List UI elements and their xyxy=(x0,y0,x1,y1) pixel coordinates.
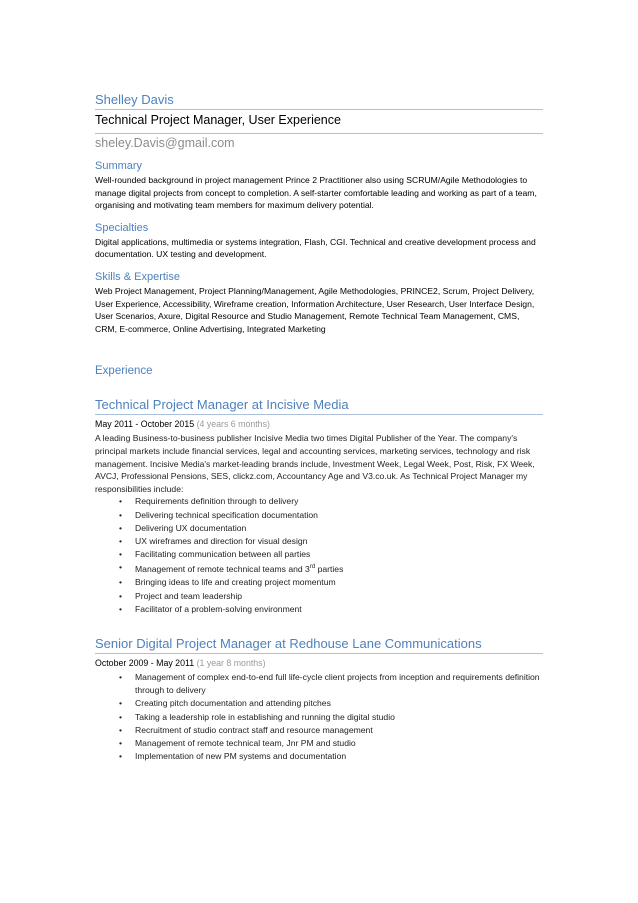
superscript-ordinal: rd xyxy=(309,564,316,571)
bullet-icon: • xyxy=(119,496,123,507)
list-item: • Bringing ideas to life and creating project momentum xyxy=(95,576,543,589)
list-item: • UX wireframes and direction for visual design xyxy=(95,535,543,548)
list-item: • Facilitating communication between all parties xyxy=(95,548,543,561)
bullet-icon: • xyxy=(119,577,123,588)
resume-page xyxy=(95,92,543,763)
job-dates-redhouse xyxy=(95,658,543,668)
job-date-range: October 2009 - May 2011 xyxy=(95,658,195,668)
list-item: • Management of complex end-to-end full life-cycle client projects from inception and requirements definition through to delivery xyxy=(119,672,540,696)
bullet-icon: • xyxy=(119,751,123,762)
list-item: • Project and team leadership xyxy=(95,590,543,603)
list-item: • Creating pitch documentation and attending pitches xyxy=(95,697,543,710)
candidate-title: Technical Project Manager, User Experience xyxy=(95,113,341,127)
specialties-heading: Specialties xyxy=(95,221,149,234)
job-description-incisive: A leading Business-to-business publisher Incisive Media two times Digital Publisher of the Year. The company's principal markets include financial services, legal and accounting services, marketing services, technology and risk management. Incisive Media's market-leading brands include, Investment Week, Legal Week, Post, Risk, FX Week, AVCJ, Professional Pensions, SES, clickz.com, Accountancy Age and V3.co.uk. As Technical Project Manager my responsibilities include: xyxy=(95,433,535,494)
bullet-icon: • xyxy=(119,603,123,614)
bullet-icon: • xyxy=(119,698,123,709)
list-item: • Management of remote technical teams and 3rd parties xyxy=(119,562,344,575)
job-title-incisive: Technical Project Manager at Incisive Media xyxy=(95,397,543,415)
specialties-text: Digital applications, multimedia or systems integration, Flash, CGI. Technical and creative development process and documentation. UX testing and development. xyxy=(95,236,536,260)
skills-heading: Skills & Expertise xyxy=(95,270,180,283)
bullet-icon: • xyxy=(119,711,123,722)
job-duration: (4 years 6 months) xyxy=(196,419,270,430)
summary-text: Well-rounded background in project management Prince 2 Practitioner also using SCRUM/Agile Methodologies to manage digital projects from concept to completion. A self-starter comfortable leading and working as part of a team, organising and motivating team members for maximum delivery potential. xyxy=(95,175,537,211)
bullet-icon: • xyxy=(119,672,123,682)
bullet-icon: • xyxy=(119,738,123,749)
skills-text: Web Project Management, Project Planning/Management, Agile Methodologies, PRINCE2, Scrum, Project Delivery, User Experience, Accessibility, Wireframe creation, Information Architecture, User Research, User Interface Design, User Scenarios, Axure, Digital Resource and Studio Management, Remote Technical Team Management, CMS, CRM, E-commerce, Online Advertising, Integrated Marketing xyxy=(95,285,535,334)
bullet-icon: • xyxy=(119,509,123,520)
job-duration: (1 year 8 months) xyxy=(196,658,266,668)
bullet-icon: • xyxy=(119,562,123,573)
list-item: • Taking a leadership role in establishing and running the digital studio xyxy=(95,711,543,724)
responsibility-list-redhouse xyxy=(95,671,543,763)
bullet-icon: • xyxy=(119,724,123,735)
job-title-redhouse: Senior Digital Project Manager at Redhouse Lane Communications xyxy=(95,636,543,654)
candidate-name: Shelley Davis xyxy=(95,92,543,110)
bullet-icon: • xyxy=(119,535,123,546)
bullet-icon: • xyxy=(119,522,123,533)
list-item: • Facilitator of a problem-solving environment xyxy=(95,603,543,616)
list-item: • Management of remote technical team, Jnr PM and studio xyxy=(95,737,543,750)
list-item: • Implementation of new PM systems and documentation xyxy=(95,750,543,763)
experience-heading: Experience xyxy=(95,365,153,378)
candidate-email: sheley.Davis@gmail.com xyxy=(95,133,543,150)
bullet-icon: • xyxy=(119,549,123,560)
summary-heading: Summary xyxy=(95,160,143,172)
list-item: • Recruitment of studio contract staff and resource management xyxy=(95,724,543,737)
responsibility-list-incisive xyxy=(95,495,543,616)
list-item: • Delivering UX documentation xyxy=(95,522,543,535)
bullet-icon: • xyxy=(119,590,123,601)
job-dates-incisive xyxy=(95,419,543,429)
job-date-range: May 2011 - October 2015 xyxy=(95,419,195,430)
list-item: • Requirements definition through to delivery xyxy=(95,495,543,508)
list-item: • Delivering technical specification documentation xyxy=(95,509,543,522)
